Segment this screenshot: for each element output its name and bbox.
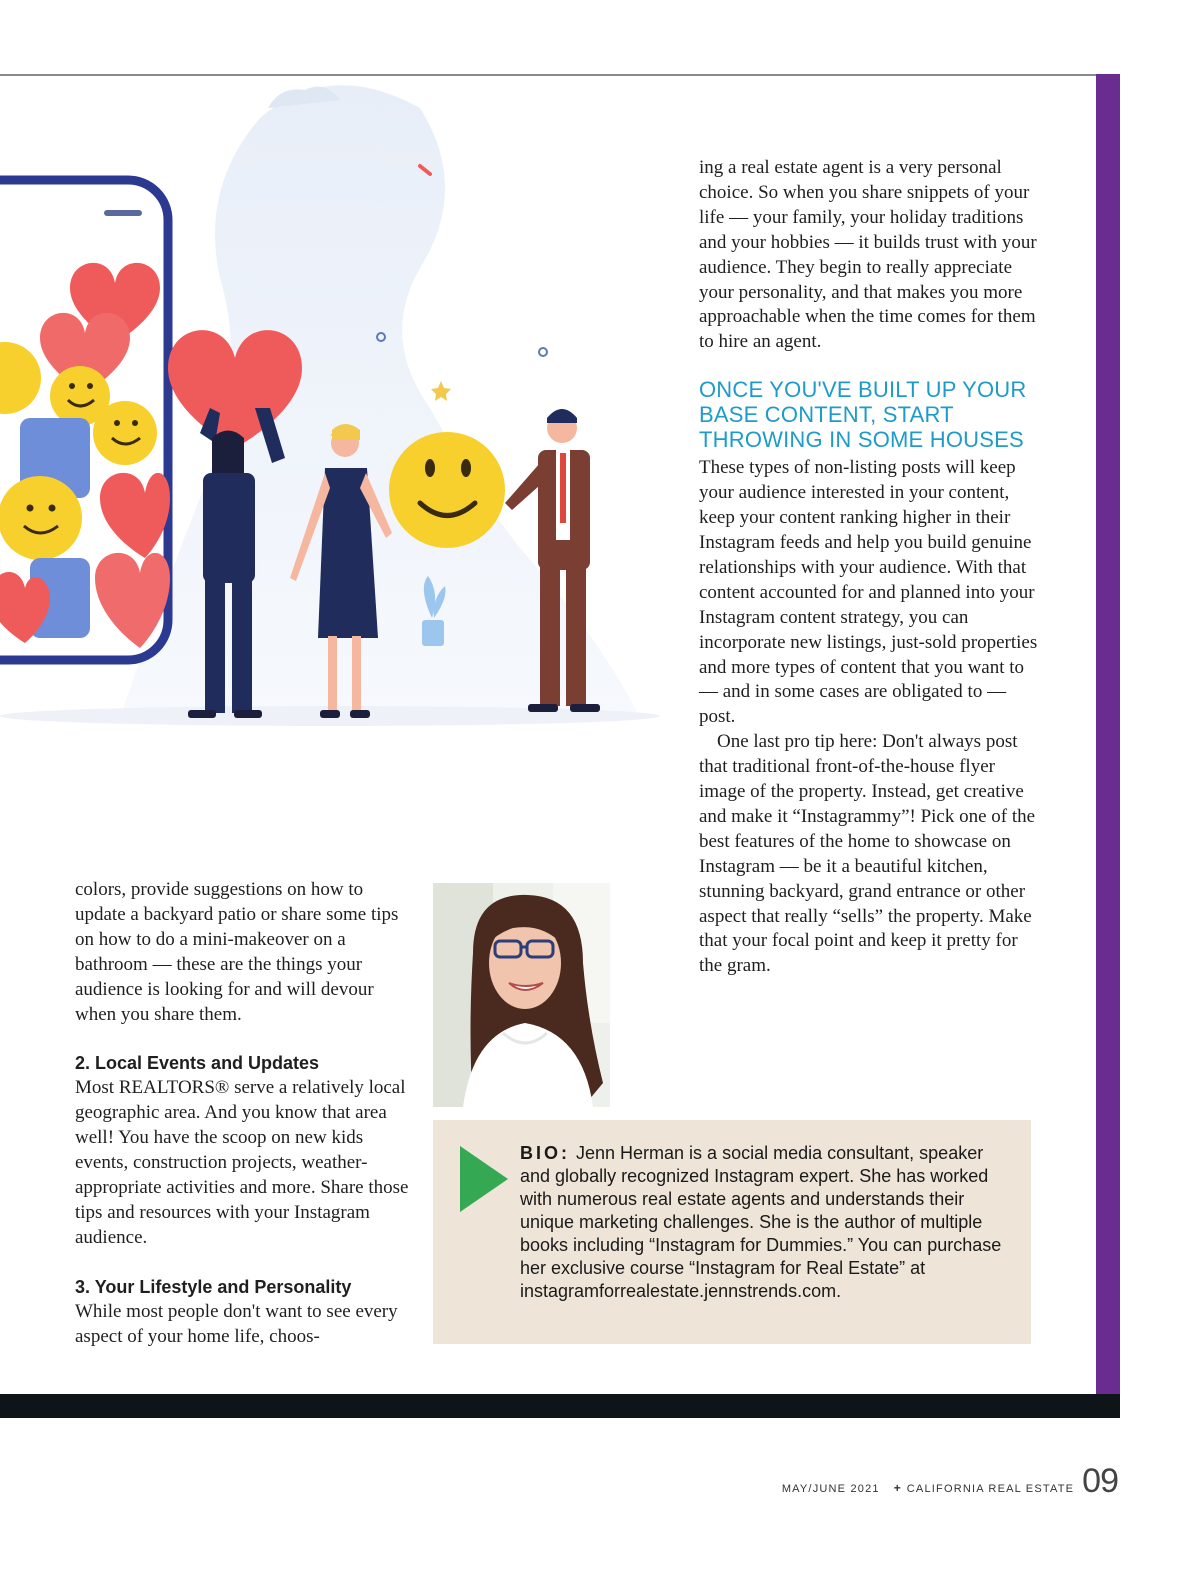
- social-media-illustration: [0, 78, 660, 738]
- body-paragraph: Most REALTORS® serve a relatively local geographic area. And you know that area well! You have the scoop on new kids events, construction projects, weather-appropriate activities and more. Share those tips and resources with your Instagram audience.: [75, 1077, 409, 1248]
- bottom-dark-bar: [0, 1394, 1120, 1418]
- purple-edge-bar: [1096, 74, 1120, 1416]
- footer-separator: +: [893, 1481, 901, 1495]
- decor-circle: [539, 348, 547, 356]
- body-paragraph: These types of non-listing posts will keep your audience interested in your content, keep your content ranking higher in their Instagram feeds and help you build genuine relationships with your audience. With that content accounted for and planned into your Instagram content strategy, you can incorporate new listings, just-sold properties and more types of content that you want to — and in some cases are obligated to — post.: [699, 457, 1038, 728]
- bio-label: BIO:: [520, 1143, 570, 1163]
- page-number: 09: [1082, 1462, 1118, 1500]
- left-text-column: [75, 878, 410, 1349]
- bio-body: Jenn Herman is a social media consultant, speaker and globally recognized Instagram expert. She has worked with numerous real estate agents and understands their unique marketing challenges. She is the author of multiple books including “Instagram for Dummies.” You can purchase her exclusive course “Instagram for Real Estate” at instagramforrealestate.jennstrends.com.: [520, 1143, 1002, 1301]
- decor-star: [431, 381, 451, 401]
- page-footer: [782, 1462, 1118, 1501]
- body-paragraph: colors, provide suggestions on how to update a backyard patio or share some tips on how to do a mini-makeover on a bathroom — these are the things your audience is looking for and will devour when you share them.: [75, 879, 399, 1025]
- phone-speaker: [104, 210, 142, 216]
- body-paragraph: While most people don't want to see every aspect of your home life, choos-: [75, 1300, 398, 1347]
- author-photo: [433, 883, 610, 1107]
- section-heading: ONCE YOU'VE BUILT UP YOUR BASE CONTENT, START THROWING IN SOME HOUSES: [699, 377, 1027, 453]
- play-arrow-icon: [460, 1146, 508, 1212]
- top-rule: [0, 74, 1100, 76]
- bio-text: [520, 1142, 1015, 1303]
- issue-date: MAY/JUNE 2021: [781, 1483, 880, 1495]
- body-paragraph: One last pro tip here: Don't always post that traditional front-of-the-house flyer image of the property. Instead, get creative and make it “Instagrammy”! Pick one of the best features of the home to showcase on Instagram — be it a beautiful kitchen, stunning backyard, grand entrance or other aspect that really “sells” the property. Make that your focal point and keep it pretty for the gram.: [699, 731, 1036, 977]
- magazine-name: CALIFORNIA REAL ESTATE: [906, 1483, 1075, 1495]
- author-bio-box: [433, 1120, 1031, 1344]
- subhead-lifestyle: 3. Your Lifestyle and Personality: [75, 1276, 352, 1297]
- subhead-local-events: 2. Local Events and Updates: [75, 1053, 320, 1074]
- body-paragraph: ing a real estate agent is a very personal choice. So when you share snippets of your life — your family, your holiday traditions and your hobbies — it builds trust with your audience. They begin to really appreciate your personality, and that makes you more approachable when the time comes for them to hire an agent.: [699, 157, 1037, 353]
- right-text-column: [699, 156, 1039, 979]
- big-smiley-emoji: [389, 432, 505, 548]
